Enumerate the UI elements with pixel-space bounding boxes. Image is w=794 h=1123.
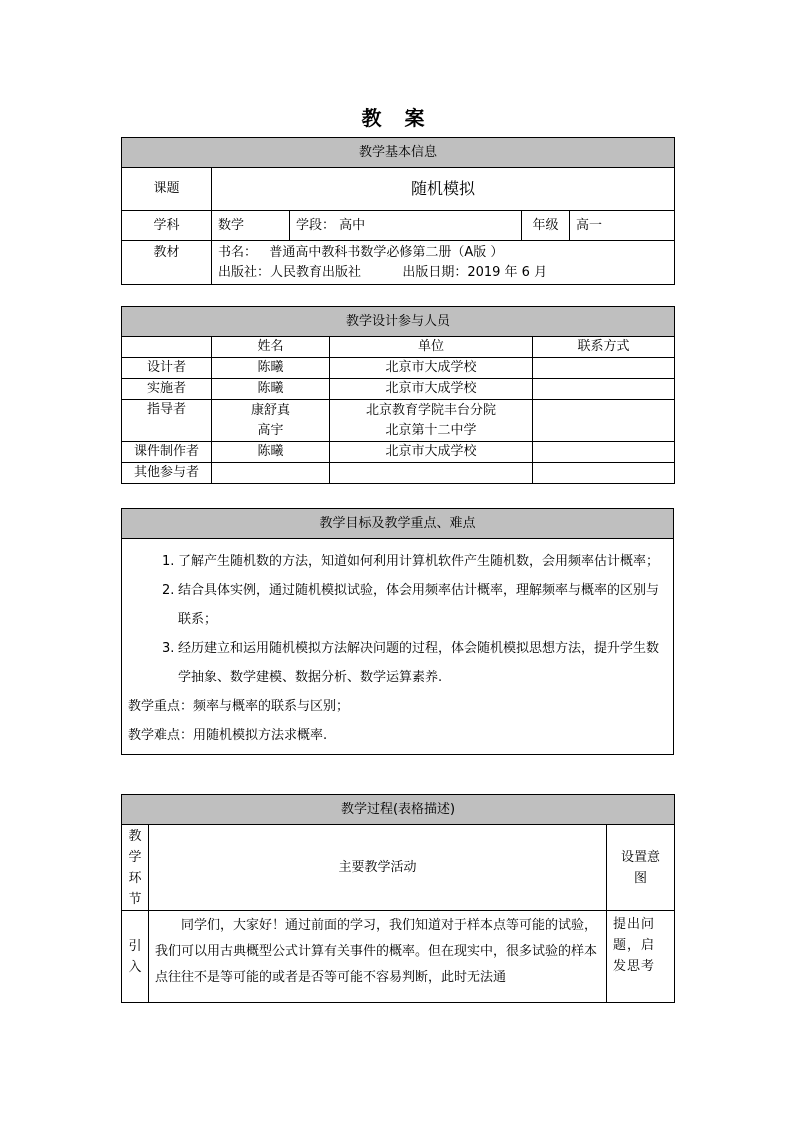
name-cell (212, 463, 330, 484)
staff-header: 教学设计参与人员 (122, 307, 675, 337)
goals-body (122, 539, 674, 755)
col-purpose-header (607, 825, 675, 911)
name-line: 康舒真 (250, 402, 290, 418)
material-label: 教材 (122, 241, 212, 285)
unit-line: 北京第十二中学 (385, 422, 477, 438)
contact-cell (533, 442, 675, 463)
col-contact-header: 联系方式 (533, 337, 675, 358)
unit-cell: 北京市大成学校 (330, 379, 533, 400)
goal-text: 了解产生随机数的方法，知道如何利用计算机软件产生随机数，会用频率估计概率； (178, 554, 660, 569)
contact-cell (533, 400, 675, 442)
publisher-line: 出版社：人民教育出版社 出版日期：2019 年 6 月 (218, 264, 548, 280)
col-unit-header: 单位 (330, 337, 533, 358)
purpose-cell: 提出问题，启发思考 (607, 911, 675, 1003)
unit-cell: 北京市大成学校 (330, 358, 533, 379)
unit-line: 北京教育学院丰台分院 (365, 402, 496, 418)
role-cell: 实施者 (122, 379, 212, 400)
stage-cell (290, 211, 522, 241)
table-row (122, 379, 675, 400)
goals-header: 教学目标及教学重点、难点 (122, 509, 674, 539)
table-row (122, 400, 675, 442)
role-cell: 设计者 (122, 358, 212, 379)
staff-corner-cell (122, 337, 212, 358)
goal-item (128, 547, 665, 576)
table-row (122, 358, 675, 379)
stage-value: 高中 (339, 217, 366, 233)
topic-label: 课题 (122, 168, 212, 211)
col-stage-header (122, 825, 149, 911)
unit-cell: 北京市大成学校 (330, 442, 533, 463)
name-cell: 陈曦 (212, 442, 330, 463)
contact-cell (533, 463, 675, 484)
activity-cell: 同学们，大家好！通过前面的学习，我们知道对于样本点等可能的试验，我们可以用古典概型公式计算有关事件的概率。但在现实中，很多试验的样本点往往不是等可能的或者是否等可能不容易判断，此时无法通 (149, 911, 607, 1003)
book-line: 书名： 普通高中教科书数学必修第二册（A版 ） (218, 244, 504, 260)
stage-cell (122, 911, 149, 1003)
col-purpose-text: 设置意图 (621, 849, 661, 886)
name-cell: 陈曦 (212, 358, 330, 379)
goal-number: 2. (162, 583, 175, 598)
name-line: 高宇 (257, 422, 284, 438)
goal-text: 结合具体实例，通过随机模拟试验，体会用频率估计概率，理解频率与概率的区别与联系； (178, 583, 660, 627)
col-name-header: 姓名 (212, 337, 330, 358)
table-row (122, 911, 675, 1003)
stage-text: 引入 (128, 938, 142, 975)
role-cell: 指导者 (122, 400, 212, 442)
goal-item (128, 576, 665, 634)
unit-cell (330, 400, 533, 442)
subject-label: 学科 (122, 211, 212, 241)
process-header: 教学过程(表格描述) (122, 795, 675, 825)
name-cell (212, 400, 330, 442)
document-title: 教 案 (361, 106, 433, 130)
contact-cell (533, 379, 675, 400)
stage-label: 学段： (296, 217, 336, 233)
material-value (212, 241, 675, 285)
difficulty: 教学难点：用随机模拟方法求概率. (128, 728, 328, 743)
goal-number: 3. (162, 641, 175, 656)
process-table (121, 794, 675, 1003)
goal-item (128, 634, 665, 692)
goal-text: 经历建立和运用随机模拟方法解决问题的过程，体会随机模拟思想方法，提升学生数学抽象、数学建模、数据分析、数学运算素养. (178, 641, 660, 685)
col-stage-text: 教学环节 (128, 828, 142, 907)
table-row (122, 463, 675, 484)
role-cell: 其他参与者 (122, 463, 212, 484)
contact-cell (533, 358, 675, 379)
basic-info-table (121, 137, 675, 285)
role-cell: 课件制作者 (122, 442, 212, 463)
goals-table (121, 508, 674, 755)
subject-value: 数学 (212, 211, 290, 241)
col-activity-header: 主要教学活动 (149, 825, 607, 911)
name-cell: 陈曦 (212, 379, 330, 400)
goal-number: 1. (162, 554, 175, 569)
staff-table (121, 306, 675, 484)
key-point: 教学重点：频率与概率的联系与区别； (128, 699, 350, 714)
basic-info-header: 教学基本信息 (122, 138, 675, 168)
table-row (122, 442, 675, 463)
unit-cell (330, 463, 533, 484)
grade-value: 高一 (570, 211, 675, 241)
grade-label: 年级 (522, 211, 570, 241)
topic-value: 随机模拟 (212, 168, 675, 211)
